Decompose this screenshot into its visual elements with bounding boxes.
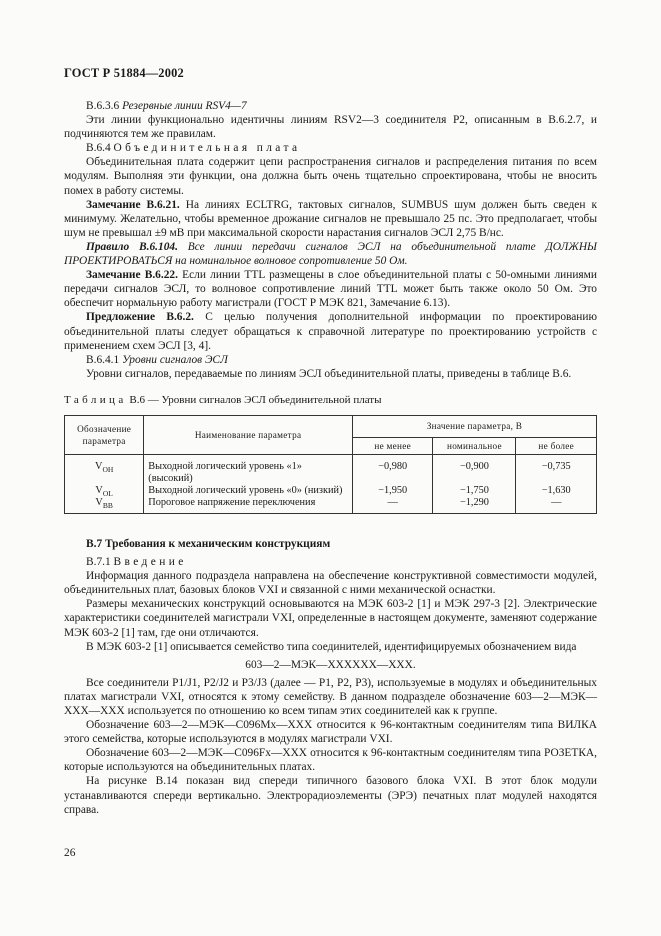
subsection-title: Резервные линии RSV4—7: [122, 100, 247, 112]
subsection-heading: [64, 99, 597, 113]
paragraph: Уровни сигналов, передаваемые по линиям ЭСЛ объединительной платы, приведены в таблице В.6.: [86, 367, 572, 380]
paragraph: Объединительная плата содержит цепи распространения сигналов и распределения питания по всем модулям. Выполняя эти функции, она должна быть очень тщательно спроектирована, чтобы не вносить помех в работу системы.: [64, 156, 597, 197]
cell-max: −0,735: [516, 454, 597, 485]
signal-levels-table: [64, 415, 597, 514]
cell-max: −1,630: [516, 485, 597, 497]
table-caption: [64, 393, 597, 407]
subsection-title: Введение: [113, 556, 187, 569]
paragraph: Обозначение 603—2—МЭК—C096Fx—XXX относится к 96-контактным соединителям типа РОЗЕТКА, которые используются на объединительных платах.: [64, 747, 597, 774]
cell-symbol: $V_{BB}$: [65, 497, 144, 514]
table-caption-word: Таблица: [64, 393, 127, 406]
suggestion-label: Предложение В.6.2.: [86, 311, 194, 324]
cell-name: Выходной логический уровень «1» (высокий): [144, 454, 353, 485]
cell-name: Пороговое напряжение переключения: [144, 497, 353, 514]
document-header: ГОСТ Р 51884—2002: [64, 66, 184, 80]
paragraph: Обозначение 603—2—МЭК—C096Mx—XXX относится к 96-контактным соединителям типа ВИЛКА этого семейства, которые используются в модулях магистрали VXI.: [64, 719, 597, 746]
header-value: Значение параметра, В: [352, 415, 596, 437]
cell-nom: −1,750: [433, 485, 516, 497]
cell-min: —: [352, 497, 433, 514]
table-caption-text: В.6 — Уровни сигналов ЭСЛ объединительной платы: [129, 393, 382, 406]
note-paragraph: [64, 268, 597, 310]
suggestion-paragraph: [64, 310, 597, 352]
subsection-number: В.6.4.1: [86, 353, 120, 366]
table-row: [65, 454, 597, 485]
paragraph: В МЭК 603-2 [1] описывается семейство типа соединителей, идентифицируемых обозначением вида: [86, 640, 577, 653]
paragraph: На рисунке В.14 показан вид спереди типичного базового блока VXI. В этот блок модули устанавливаются спереди вертикально. Электрорадиоэлементы (ЭРЭ) печатных плат модулей находятся справа.: [64, 775, 597, 816]
paragraph: Эти линии функционально идентичны линиям RSV2—3 соединителя P2, описанным в В.6.2.7, и подчиняются тем же правилам.: [64, 114, 597, 141]
cell-nom: −1,290: [433, 497, 516, 514]
note-label: Замечание В.6.21.: [86, 198, 180, 211]
page-number: 26: [64, 847, 76, 859]
header-max: не более: [516, 437, 597, 454]
designation-formula: 603—2—МЭК—XXXXXX—XXX.: [245, 658, 416, 671]
cell-name: Выходной логический уровень «0» (низкий): [144, 485, 353, 497]
note-text: Если линии TTL размещены в слое объединительной платы с 50-омными линиями передачи сигналов ЭСЛ, то волновое сопротивление линий TTL может быть также около 50 Ом. Это обеспечит нормальную работу магистрали (ГОСТ Р МЭК 821, Замечание 6.13).: [64, 269, 597, 310]
rule-paragraph: [64, 240, 597, 268]
rule-label: Правило В.6.104.: [86, 240, 178, 253]
subsection-title: Уровни сигналов ЭСЛ: [122, 353, 228, 366]
cell-min: −0,980: [352, 454, 433, 485]
cell-min: −1,950: [352, 485, 433, 497]
rule-text: Все линии передачи сигналов ЭСЛ на объединительной плате ДОЛЖНЫ ПРОЕКТИРОВАТЬСЯ на номинальное волновое сопротивление 50 Ом.: [64, 240, 597, 268]
cell-max: —: [516, 497, 597, 514]
cell-symbol: $V_{OH}$: [65, 454, 144, 485]
header-symbol: Обозначение параметра: [65, 415, 144, 454]
header-min: не менее: [352, 437, 433, 454]
note-label: Замечание В.6.22.: [86, 269, 178, 282]
paragraph: Размеры механических конструкций основываются на МЭК 603-2 [1] и МЭК 297-3 [2]. Электрические характеристики соединителей магистрали VXI, определенные в настоящем документе, заменяют содержание МЭК 603-2 [1] там, где они отличаются.: [64, 598, 597, 639]
header-nom: номинальное: [433, 437, 516, 454]
table-row: [65, 497, 597, 514]
document-body: [64, 99, 597, 817]
paragraph: Все соединители P1/J1, P2/J2 и P3/J3 (далее — P1, P2, P3), используемые в модулях и объединительных платах магистрали VXI, относятся к этому семейству. В данном подразделе обозначение 603—2—МЭК—XXX—XXX используется по отношению ко всем типам этих соединителей как к группе.: [64, 676, 597, 717]
subsection-heading: [64, 141, 597, 155]
paragraph: Информация данного подраздела направлена на обеспечение конструктивной совместимости модулей, объединительных плат, базовых блоков VXI и связанной с ними механической оснастки.: [64, 570, 597, 597]
cell-nom: −0,900: [433, 454, 516, 485]
subsection-number: В.7.1: [86, 556, 111, 569]
subsection-number: В.6.3.6: [86, 100, 120, 112]
header-name: Наименование параметра: [144, 415, 353, 454]
note-text: На линиях ECLTRG, тактовых сигналов, SUMBUS шум должен быть сведен к минимуму. Желательно, чтобы временное дрожание сигналов не превышало 25 пс. Это предполагает, чтобы шум не превышал ±9 мВ при максимальной скорости нарастания сигналов ЭСЛ 2,75 В/нс.: [64, 198, 597, 239]
subsection-heading: [64, 555, 597, 569]
subsection-heading: [64, 353, 597, 367]
subsection-number: В.6.4: [86, 142, 111, 155]
section-title: В.7 Требования к механическим конструкциям: [86, 537, 331, 550]
table-row: [65, 485, 597, 497]
subsection-title: Объединительная плата: [113, 142, 301, 155]
suggestion-text: С целью получения дополнительной информации по проектированию объединительной платы следует обращаться к справочной литературе по проектированию устройств с применением схем ЭСЛ [3, 4].: [64, 311, 597, 352]
cell-symbol: $V_{OL}$: [65, 485, 144, 497]
note-paragraph: [64, 198, 597, 240]
